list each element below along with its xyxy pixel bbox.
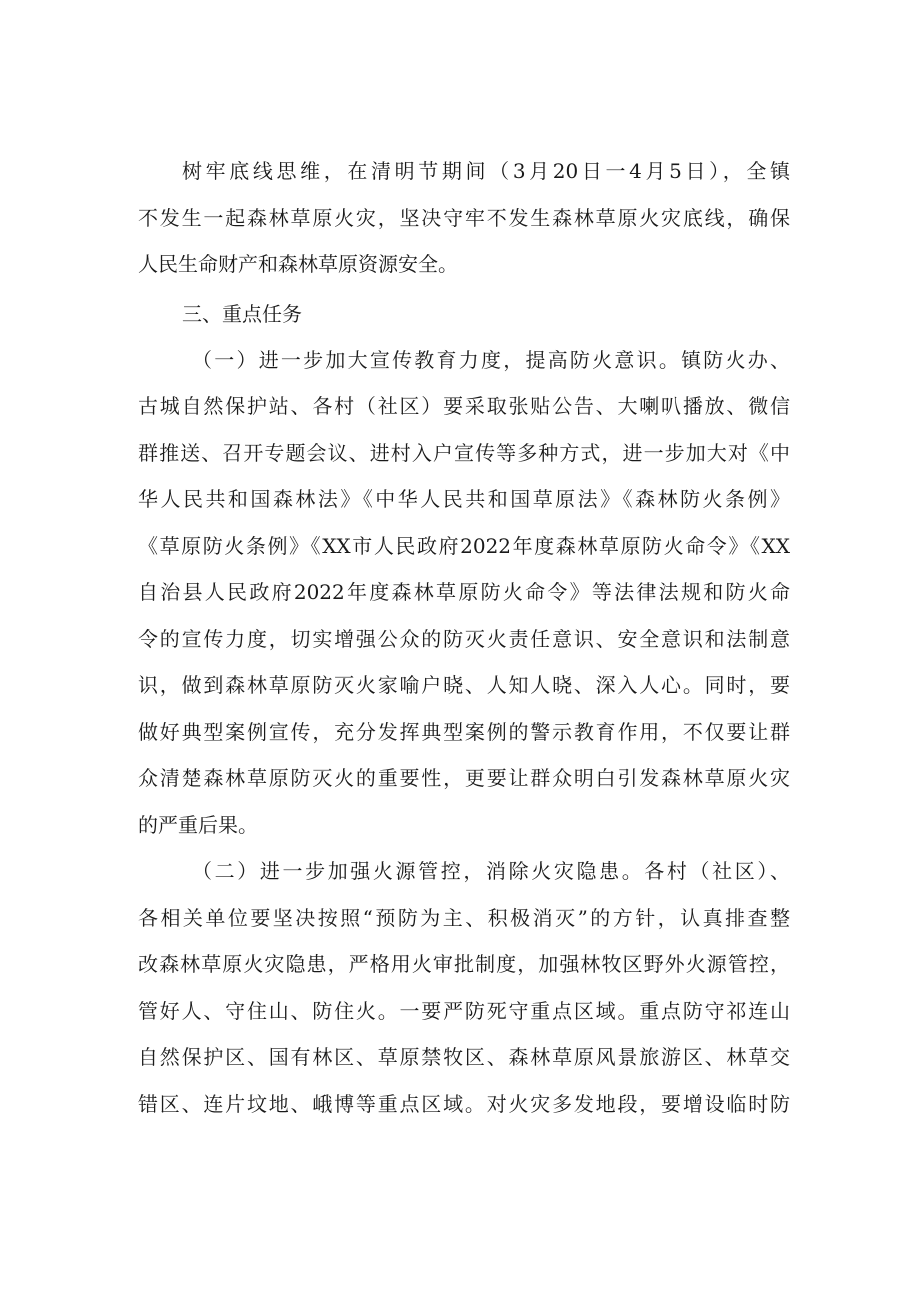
section-heading: 三、重点任务: [182, 302, 302, 326]
text-line-14: 众清楚森林草原防灭火的重要性，更要让群众明白引发森林草原火灾: [138, 766, 790, 790]
text-line-20: 自然保护区、国有林区、草原禁牧区、森林草原风景旅游区、林草交: [138, 1045, 790, 1069]
text-line-5: （一）进一步加大宣传教育力度，提高防火意识。镇防火办、: [192, 348, 790, 372]
text-line-6: 古城自然保护站、各村（社区）要采取张贴公告、大喇叭播放、微信: [138, 394, 790, 418]
text-line-19: 管好人、守住山、防住火。一要严防死守重点区域。重点防守祁连山: [138, 999, 790, 1023]
text-line-7: 群推送、召开专题会议、进村入户宣传等多种方式，进一步加大对《中: [138, 441, 790, 465]
text-line-17: 各相关单位要坚决按照“预防为主、积极消灭”的方针，认真排查整: [138, 906, 790, 930]
text-line-8: 华人民共和国森林法》《中华人民共和国草原法》《森林防火条例》: [138, 487, 790, 511]
text-line-10: 自治县人民政府2022年度森林草原防火命令》等法律法规和防火命: [138, 580, 790, 604]
text-line-1: 树牢底线思维，在清明节期间（3月20日一4月5日），全镇: [182, 159, 790, 183]
text-line-15: 的严重后果。: [138, 813, 258, 837]
text-line-9: 《草原防火条例》《XX市人民政府2022年度森林草原防火命令》《XX: [138, 534, 790, 558]
text-line-16: （二）进一步加强火源管控，消除火灾隐患。各村（社区）、: [192, 859, 790, 883]
text-line-21: 错区、连片坟地、峨博等重点区域。对火灾多发地段，要增设临时防: [138, 1092, 790, 1116]
text-line-2: 不发生一起森林草原火灾，坚决守牢不发生森林草原火灾底线，确保: [138, 206, 790, 230]
text-line-11: 令的宣传力度，切实增强公众的防灭火责任意识、安全意识和法制意: [138, 627, 790, 651]
text-line-18: 改森林草原火灾隐患，严格用火审批制度，加强林牧区野外火源管控，: [138, 952, 790, 976]
text-line-13: 做好典型案例宣传，充分发挥典型案例的警示教育作用，不仅要让群: [138, 720, 790, 744]
text-line-3: 人民生命财产和森林草原资源安全。: [138, 252, 458, 276]
text-line-12: 识，做到森林草原防灭火家喻户晓、人知人晓、深入人心。同时，要: [138, 673, 790, 697]
